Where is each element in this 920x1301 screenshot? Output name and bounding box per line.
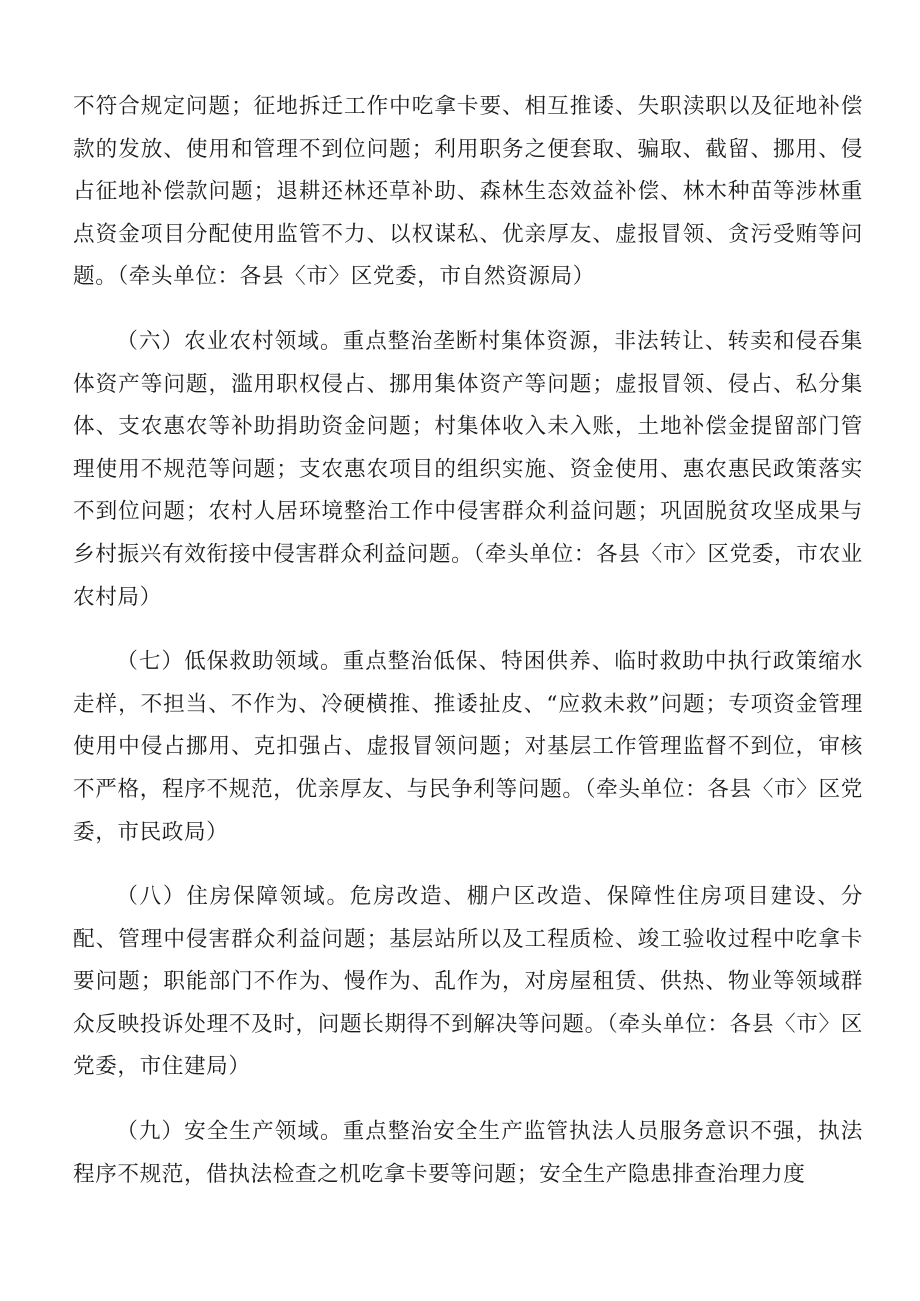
paragraph-housing: （八）住房保障领域。危房改造、棚户区改造、保障性住房项目建设、分配、管理中侵害群众利益问题；基层站所以及工程质检、竣工验收过程中吃拿卡要问题；职能部门不作为、慢作为、乱作为，对房屋租赁、供热、物业等领域群众反映投诉处理不及时，问题长期得不到解决等问题。（牵头单位：各县〈市〉区党委，市住建局） [73, 884, 863, 1080]
paragraph-work-safety: （九）安全生产领域。重点整治安全生产监管执法人员服务意识不强，执法程序不规范，借执法检查之机吃拿卡要等问题；安全生产隐患排查治理力度 [73, 1119, 863, 1187]
paragraph-social-assistance: （七）低保救助领域。重点整治低保、特困供养、临时救助中执行政策缩水走样，不担当、不作为、冷硬横推、推诿扯皮、“应救未救”问题；专项资金管理使用中侵占挪用、克扣强占、虚报冒领问题；对基层工作管理监督不到位，审核不严格，程序不规范，优亲厚友、与民争利等问题。（牵头单位：各县〈市〉区党委，市民政局） [73, 649, 863, 845]
paragraph-agriculture: （六）农业农村领域。重点整治垄断村集体资源，非法转让、转卖和侵吞集体资产等问题，滥用职权侵占、挪用集体资产等问题；虚报冒领、侵占、私分集体、支农惠农等补助捐助资金问题；村集体收入未入账，土地补偿金提留部门管理使用不规范等问题；支农惠农项目的组织实施、资金使用、惠农惠民政策落实不到位问题；农村人居环境整治工作中侵害群众利益问题；巩固脱贫攻坚成果与乡村振兴有效衔接中侵害群众利益问题。（牵头单位：各县〈市〉区党委，市农业农村局） [73, 328, 863, 610]
paragraph-land-acquisition: 不符合规定问题；征地拆迁工作中吃拿卡要、相互推诿、失职渎职以及征地补偿款的发放、使用和管理不到位问题；利用职务之便套取、骗取、截留、挪用、侵占征地补偿款问题；退耕还林还草补助、森林生态效益补偿、林木种苗等涉林重点资金项目分配使用监管不力、以权谋私、优亲厚友、虚报冒领、贪污受贿等问题。（牵头单位：各县〈市〉区党委，市自然资源局） [73, 94, 863, 290]
document-page [73, 86, 863, 1196]
